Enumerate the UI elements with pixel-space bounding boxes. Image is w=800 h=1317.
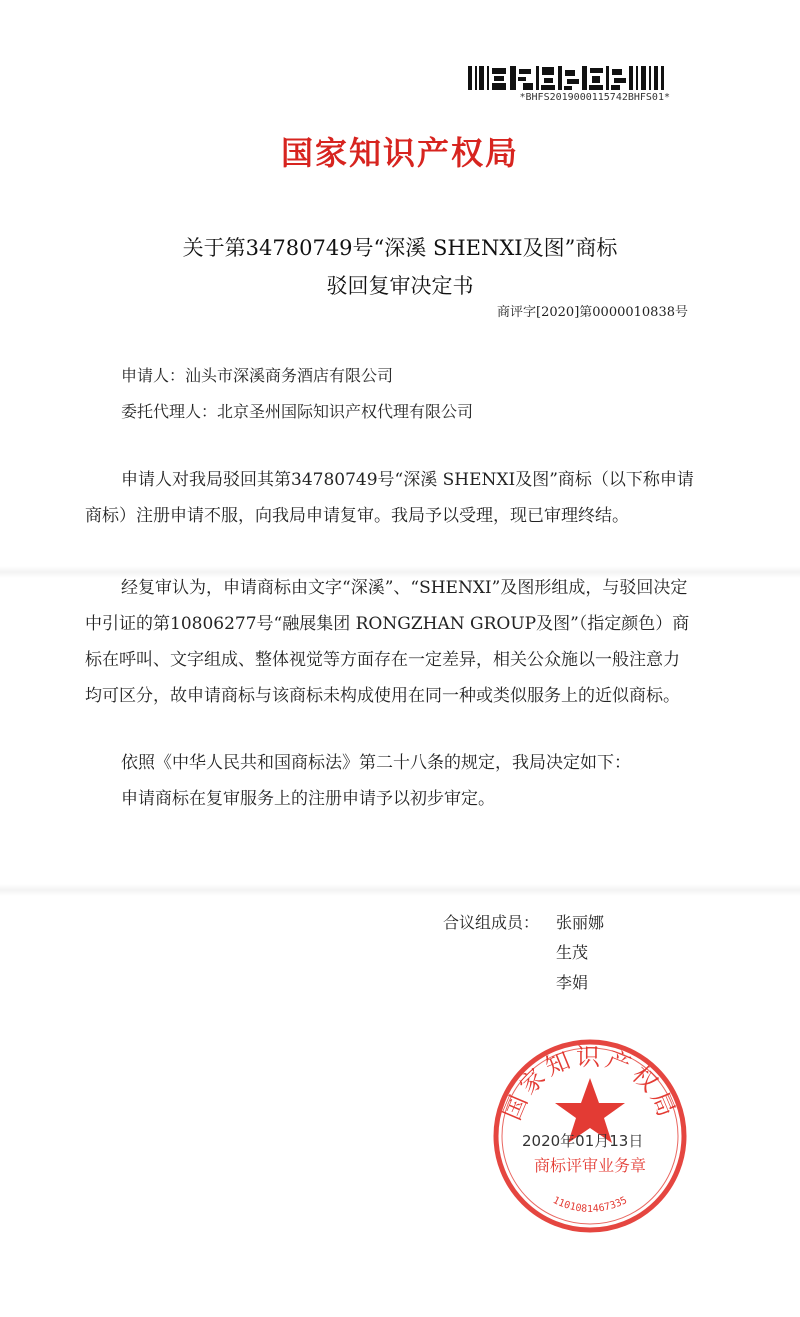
body-paragraph-3: 依照《中华人民共和国商标法》第二十八条的规定，我局决定如下：: [121, 753, 631, 773]
body-paragraph-4: 申请商标在复审服务上的注册申请予以初步审定。: [121, 789, 495, 809]
barcode-number: *BHFS2019000115742BHFS01*: [519, 92, 670, 103]
agent-line: [121, 399, 473, 422]
decision-date: 2020年01月13日: [522, 1132, 644, 1150]
document-title-line2: 驳回复审决定书: [326, 274, 474, 298]
seal-number: 1101081467335: [550, 1195, 630, 1215]
agent-label: 委托代理人：: [121, 402, 218, 421]
barcode-image: [468, 66, 668, 90]
applicant-name: 汕头市深溪商务酒店有限公司: [185, 366, 394, 385]
panel-member: 张丽娜: [556, 913, 605, 932]
applicant-line: [121, 363, 393, 386]
panel-member: 李娟: [556, 973, 589, 992]
panel-member: 生茂: [556, 943, 589, 962]
body-paragraph-1: 申请人对我局驳回其第34780749号“深溪 SHENXI及图”商标（以下称申请商标）注册申请不服，向我局申请复审。我局予以受理，现已审理终结。: [85, 470, 694, 526]
paper-fold: [0, 884, 800, 896]
svg-text:1101081467335: [551, 1195, 629, 1215]
organization-title: 国家知识产权局: [280, 134, 519, 172]
document-title-line1: 关于第34780749号“深溪 SHENXI及图”商标: [182, 236, 618, 260]
seal-top-text: 国家知识产权局: [497, 1043, 683, 1125]
seal-bottom-text: 商标评审业务章: [533, 1156, 647, 1175]
body-paragraph-2: 经复审认为，申请商标由文字“深溪”、“SHENXI”及图形组成，与驳回决定中引证的第10806277号“融展集团 RONGZHAN GROUP及图”（指定颜色）商标在呼叫、文字组成、整体视觉等方面存在一定差异，相关公众施以一般注意力均可区分，故申请商标与该商标未构成使用在同一种或类似服务上的近似商标。: [85, 578, 690, 706]
panel-members-label: 合议组成员：: [443, 913, 540, 932]
applicant-label: 申请人：: [121, 366, 186, 385]
document-number: 商评字[2020]第0000010838号: [497, 305, 688, 320]
agent-name: 北京圣州国际知识产权代理有限公司: [217, 402, 474, 421]
